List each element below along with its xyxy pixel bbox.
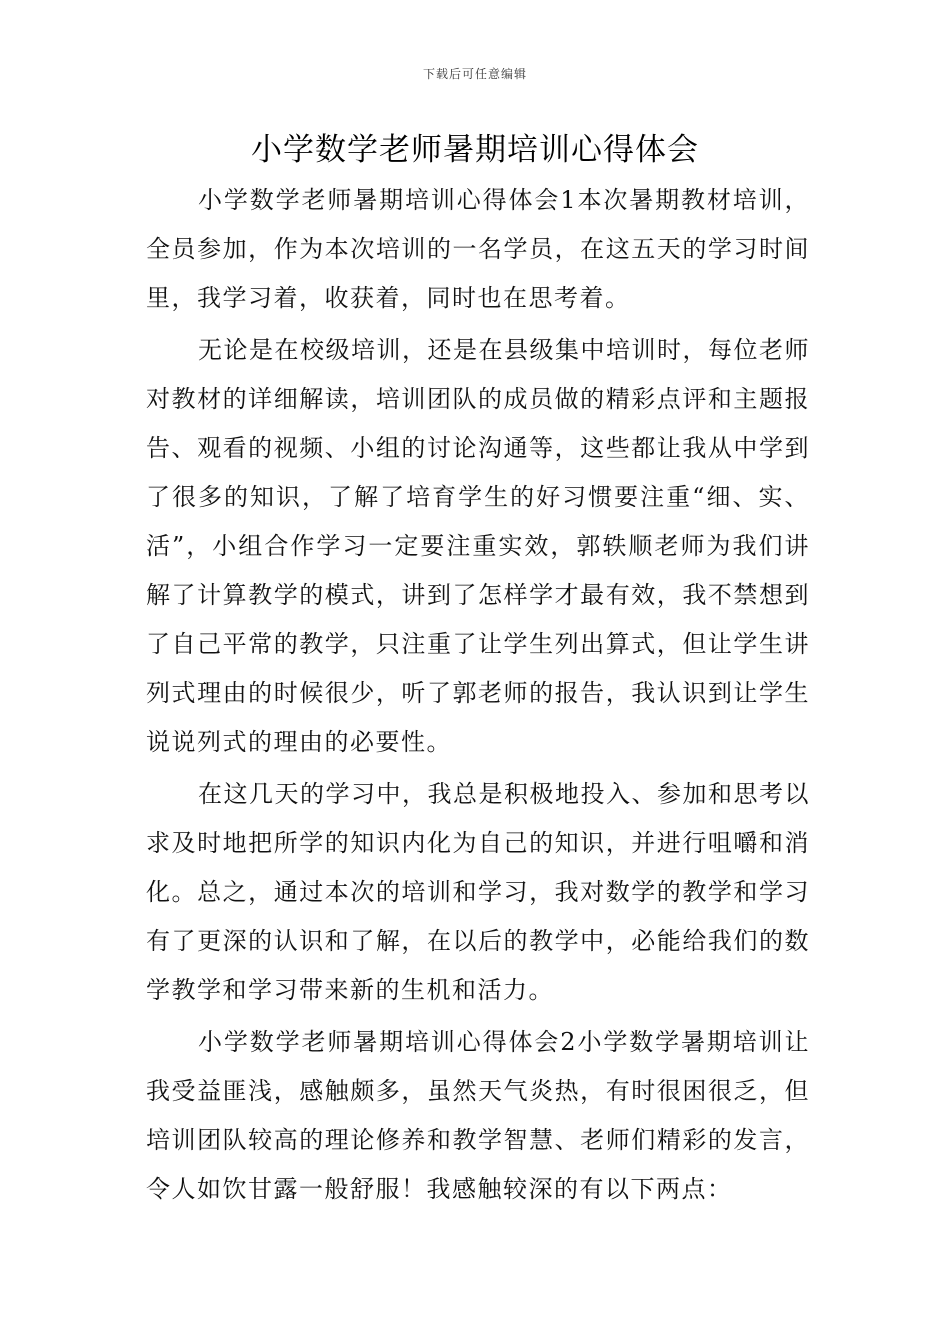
paragraph-2: 无论是在校级培训，还是在县级集中培训时，每位老师对教材的详细解读，培训团队的成员做的精彩点评和主题报告、观看的视频、小组的讨论沟通等，这些都让我从中学到了很多的知识，了解了培育学生的好习惯要注重“细、实、活”，小组合作学习一定要注重实效，郭轶顺老师为我们讲解了计算教学的模式，讲到了怎样学才最有效，我不禁想到了自己平常的教学，只注重了让学生列出算式，但让学生讲列式理由的时候很少，听了郭老师的报告，我认识到让学生说说列式的理由的必要性。	[146, 336, 810, 756]
document-body	[146, 176, 810, 1217]
paragraph-4: 小学数学老师暑期培训心得体会2小学数学暑期培训让我受益匪浅，感触颇多，虽然天气炎热，有时很困很乏，但培训团队较高的理论修养和教学智慧、老师们精彩的发言，令人如饮甘露一般舒服！我感触较深的有以下两点：	[146, 1028, 810, 1203]
paragraph-1: 小学数学老师暑期培训心得体会1本次暑期教材培训，全员参加，作为本次培训的一名学员，在这五天的学习时间里，我学习着，收获着，同时也在思考着。	[146, 186, 810, 312]
document-title: 小学数学老师暑期培训心得体会	[251, 132, 699, 168]
header-note: 下载后可任意编辑	[422, 67, 527, 81]
paragraph-3: 在这几天的学习中，我总是积极地投入、参加和思考以求及时地把所学的知识内化为自己的知识，并进行咀嚼和消化。总之，通过本次的培训和学习，我对数学的教学和学习有了更深的认识和了解，在以后的教学中，必能给我们的数学教学和学习带来新的生机和活力。	[146, 780, 810, 1004]
